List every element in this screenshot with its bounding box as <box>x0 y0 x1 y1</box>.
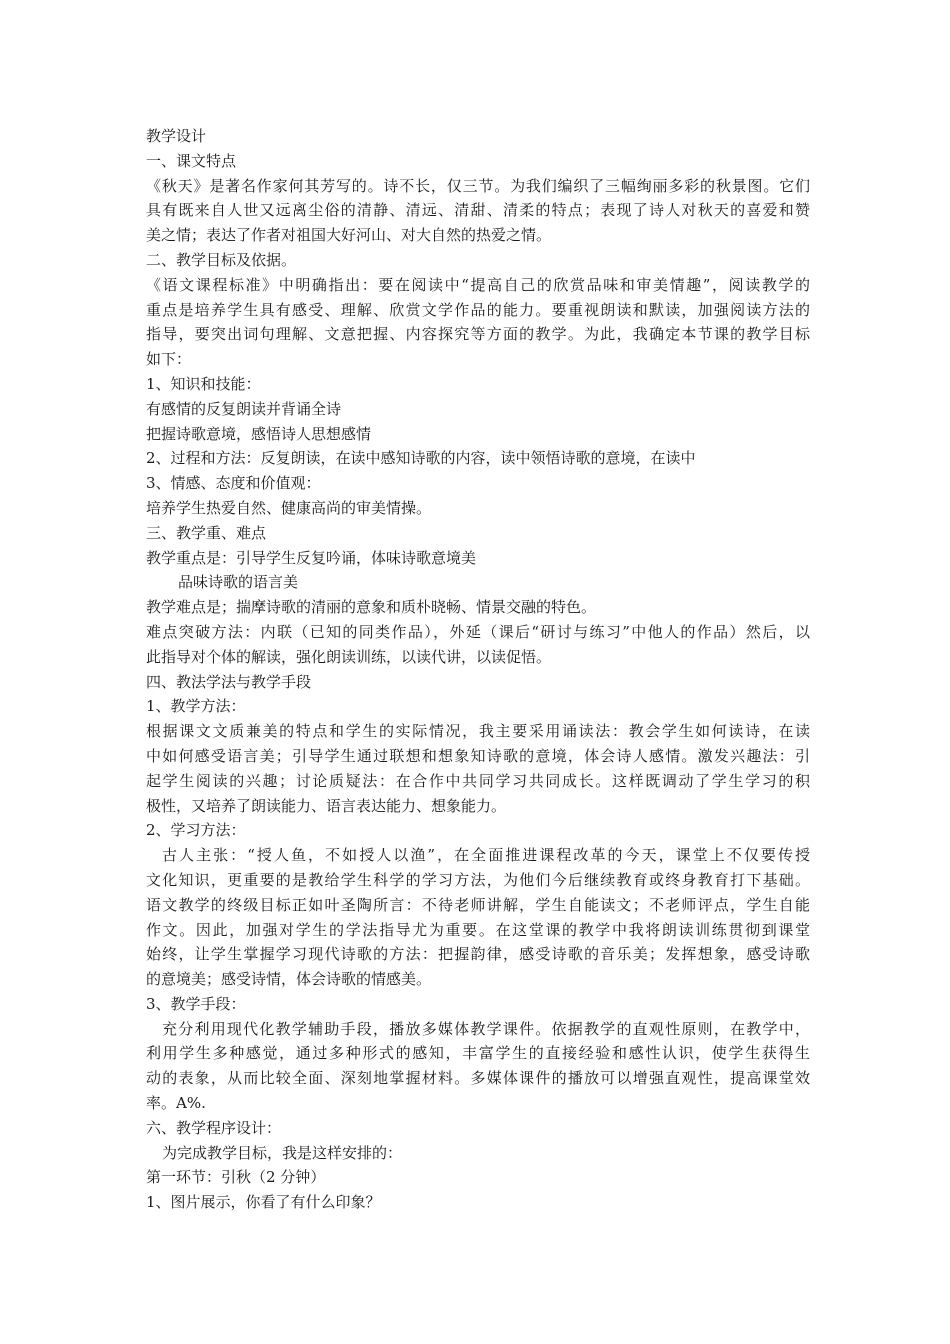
doc-title: 教学设计 <box>146 127 207 145</box>
paragraph-line: 具有既来自人世又远离尘俗的清静、清远、清甜、清柔的特点；表现了诗人对秋天的喜爱和赞 <box>146 201 810 220</box>
paragraph-line: 中如何感受语言美；引导学生通过联想和想象知诗歌的意境，体会诗人感情。激发兴趣法：引 <box>146 746 810 765</box>
subheading: 2、学习方法： <box>146 821 246 840</box>
paragraph-line: 教学难点是；揣摩诗歌的清丽的意象和质朴晓畅、情景交融的特色。 <box>146 598 597 617</box>
paragraph-line: 的意境美；感受诗情，体会诗歌的情感美。 <box>146 970 432 989</box>
section-heading: 二、教学目标及依据。 <box>146 250 297 269</box>
section-heading: 一、课文特点 <box>146 151 237 170</box>
paragraph-line: 把握诗歌意境，感悟诗人思想感情 <box>146 424 372 443</box>
paragraph-line: 指导，要突出词句理解、文意把握、内容探究等方面的教学。为此，我确定本节课的教学目标 <box>146 325 810 344</box>
paragraph-line: 《语文课程标准》中明确指出：要在阅读中“提高自己的欣赏品味和审美情趣”，阅读教学的 <box>146 275 810 294</box>
document-page <box>146 124 810 1215</box>
section-heading: 六、教学程序设计： <box>146 1118 282 1137</box>
paragraph-line: 起学生阅读的兴趣；讨论质疑法：在合作中共同学习共同成长。这样既调动了学生学习的积 <box>146 771 810 790</box>
paragraph-line: 为完成教学目标，我是这样安排的： <box>162 1143 403 1162</box>
paragraph-line: 难点突破方法：内联（已知的同类作品），外延（课后“研讨与练习”中他人的作品）然后，以 <box>146 622 810 641</box>
paragraph-line: 始终，让学生掌握学习现代诗歌的方法：把握韵律，感受诗歌的音乐美；发挥想象，感受诗歌 <box>146 945 810 964</box>
paragraph-line: 根据课文文质兼美的特点和学生的实际情况，我主要采用诵读法：教会学生如何读诗，在读 <box>146 722 810 741</box>
paragraph-line: 动的表象，从而比较全面、深刻地掌握材料。多媒体课件的播放可以增强直观性，提高课堂效 <box>146 1069 810 1088</box>
subheading: 3、情感、态度和价值观： <box>146 474 321 493</box>
paragraph-line: 文化知识，更重要的是教给学生科学的学习方法，为他们今后继续教育或终身教育打下基础。 <box>146 870 810 889</box>
paragraph-line: 培养学生热爱自然、健康高尚的审美情操。 <box>146 498 432 517</box>
paragraph-line: 重点是培养学生具有感受、理解、欣赏文学作品的能力。要重视朗读和默读，加强阅读方法的 <box>146 300 810 319</box>
paragraph-line: 《秋天》是著名作家何其芳写的。诗不长，仅三节。为我们编织了三幅绚丽多彩的秋景图。它们 <box>146 176 810 195</box>
paragraph-line: 此指导对个体的解读，强化朗读训练，以读代讲，以读促悟。 <box>146 647 552 666</box>
subheading: 第一环节：引秋（2 分钟） <box>146 1168 326 1187</box>
paragraph-line: 1、图片展示，你看了有什么印象？ <box>146 1193 381 1212</box>
subheading: 1、教学方法： <box>146 697 246 716</box>
paragraph-line: 语文教学的终级目标正如叶圣陶所言：不待老师讲解，学生自能读文；不老师评点，学生自能 <box>146 895 810 914</box>
paragraph-line: 利用学生多种感觉，通过多种形式的感知，丰富学生的直接经验和感性认识，使学生获得生 <box>146 1044 810 1063</box>
paragraph-line: 古人主张：“授人鱼，不如授人以渔”，在全面推进课程改革的今天，课堂上不仅要传授 <box>162 846 810 865</box>
paragraph-line: 有感情的反复朗读并背诵全诗 <box>146 399 342 418</box>
paragraph-line: 充分利用现代化教学辅助手段，播放多媒体教学课件。依据教学的直观性原则，在教学中， <box>162 1019 810 1038</box>
paragraph-line: 如下： <box>146 350 192 369</box>
paragraph-line: 极性，又培养了朗读能力、语言表达能力、想象能力。 <box>146 796 507 815</box>
paragraph-line: 品味诗歌的语言美 <box>178 573 299 592</box>
paragraph-line: 率。A%. <box>146 1094 206 1113</box>
paragraph-line: 2、过程和方法：反复朗读，在读中感知诗歌的内容，读中领悟诗歌的意境，在读中 <box>146 449 696 468</box>
paragraph-line: 美之情；表达了作者对祖国大好河山、对大自然的热爱之情。 <box>146 226 552 245</box>
paragraph-line: 教学重点是：引导学生反复吟诵，体味诗歌意境美 <box>146 548 477 567</box>
section-heading: 三、教学重、难点 <box>146 523 267 542</box>
subheading: 3、教学手段： <box>146 994 246 1013</box>
subheading: 1、知识和技能： <box>146 374 261 393</box>
section-heading: 四、教法学法与教学手段 <box>146 672 312 691</box>
paragraph-line: 作文。因此，加强对学生的学法指导尤为重要。在这堂课的教学中我将朗读训练贯彻到课堂 <box>146 920 810 939</box>
